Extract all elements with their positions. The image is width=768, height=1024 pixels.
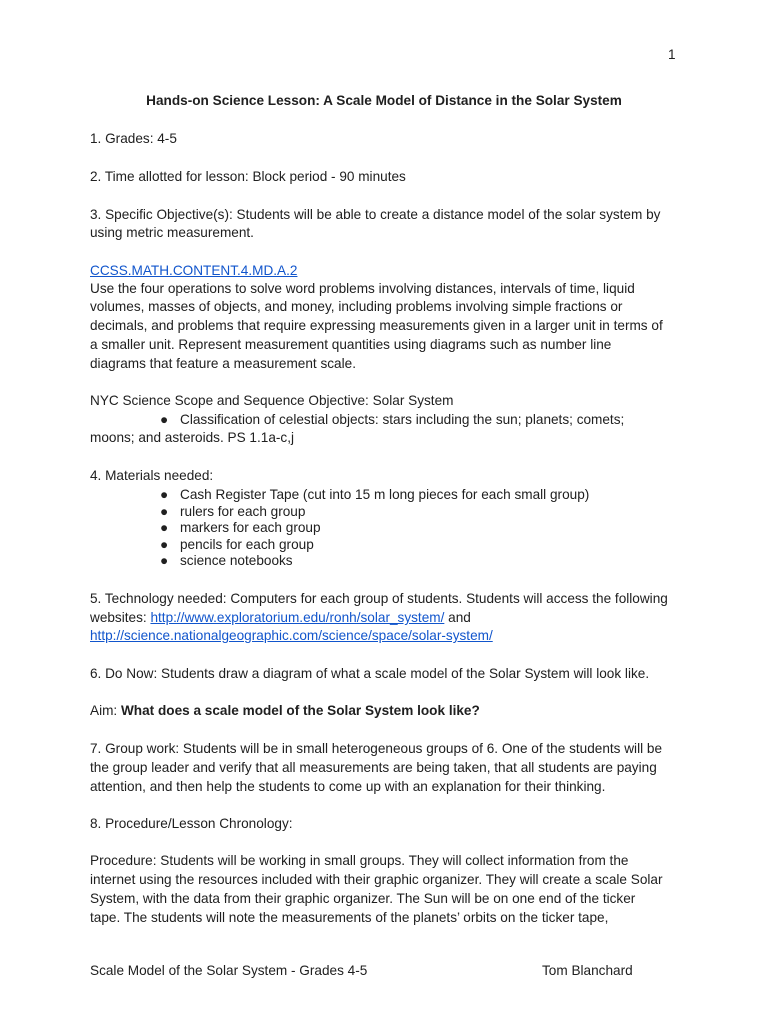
ccss-link[interactable]: CCSS.MATH.CONTENT.4.MD.A.2: [90, 263, 298, 278]
ccss-line-3: decimals, and problems that require expressing measurements given in a larger unit in terms of: [90, 318, 663, 333]
technology-line-2: websites: http://www.exploratorium.edu/ronh/solar_system/ and: [90, 610, 471, 625]
list-item: ● science notebooks: [160, 553, 293, 568]
time-line: 2. Time allotted for lesson: Block period - 90 minutes: [90, 169, 406, 184]
aim-text: What does a scale model of the Solar System look like?: [120, 703, 480, 718]
page-number: 1: [668, 47, 676, 62]
nyc-bullet: [160, 411, 624, 429]
exploratorium-link[interactable]: http://www.exploratorium.edu/ronh/solar_system/: [150, 610, 445, 625]
lesson-title: Hands-on Science Lesson: A Scale Model of Distance in the Solar System: [146, 93, 622, 108]
bullet-icon: ●: [160, 553, 169, 568]
procedure-line-4: tape. The students will note the measurements of the planets’ orbits on the ticker tape,: [90, 910, 609, 925]
bullet-icon: ●: [160, 487, 169, 502]
group-line-1: 7. Group work: Students will be in small heterogeneous groups of 6. One of the students will be: [90, 741, 663, 756]
list-item: ● markers for each group: [160, 520, 321, 535]
group-line-3: attention, and then help the students to come up with an explanation for their thinking.: [90, 779, 606, 794]
bullet-icon: ●: [160, 537, 169, 552]
group-line-2: the group leader and verify that all measurements are being taken, that all students are paying: [90, 760, 657, 775]
procedure-line-1: Procedure: Students will be working in small groups. They will collect information from the: [90, 853, 629, 868]
objective-line-2: using metric measurement.: [90, 225, 254, 240]
aim-line: [90, 702, 690, 720]
objective-line-1: 3. Specific Objective(s): Students will be able to create a distance model of the solar system by: [90, 207, 661, 222]
list-item: ● rulers for each group: [160, 504, 306, 519]
aim-label: Aim:: [90, 703, 121, 718]
materials-heading: 4. Materials needed:: [90, 468, 214, 483]
nyc-bullet-text: Classification of celestial objects: stars including the sun; planets; comets;: [180, 412, 625, 427]
footer-author: Tom Blanchard: [542, 963, 633, 978]
technology-line-1: 5. Technology needed: Computers for each group of students. Students will access the following: [90, 591, 668, 606]
bullet-icon: ●: [160, 520, 169, 535]
ccss-line-2: volumes, masses of objects, and money, including problems involving simple fractions or: [90, 299, 623, 314]
bullet-icon: ●: [160, 412, 169, 427]
procedure-heading: 8. Procedure/Lesson Chronology:: [90, 816, 293, 831]
ccss-line-5: diagrams that feature a measurement scale.: [90, 356, 356, 371]
list-item: ● pencils for each group: [160, 537, 314, 552]
natgeo-link[interactable]: http://science.nationalgeographic.com/science/space/solar-system/: [90, 628, 493, 643]
ccss-line-4: a smaller unit. Represent measurement quantities using diagrams such as number line: [90, 337, 612, 352]
bullet-icon: ●: [160, 504, 169, 519]
do-now-line: 6. Do Now: Students draw a diagram of what a scale model of the Solar System will look like.: [90, 666, 650, 681]
grades-line: 1. Grades: 4-5: [90, 131, 177, 146]
nyc-heading: NYC Science Scope and Sequence Objective: Solar System: [90, 393, 454, 408]
nyc-bullet-continuation: moons; and asteroids. PS 1.1a-c,j: [90, 430, 295, 445]
footer-title: Scale Model of the Solar System - Grades 4-5: [90, 963, 368, 978]
procedure-line-3: System, with the data from their graphic organizer. The Sun will be on one end of the ticker: [90, 891, 636, 906]
ccss-line-1: Use the four operations to solve word problems involving distances, intervals of time, liquid: [90, 281, 635, 296]
procedure-line-2: internet using the resources included with their graphic organizer. They will create a scale Solar: [90, 872, 663, 887]
list-item: ● Cash Register Tape (cut into 15 m long pieces for each small group): [160, 487, 590, 502]
